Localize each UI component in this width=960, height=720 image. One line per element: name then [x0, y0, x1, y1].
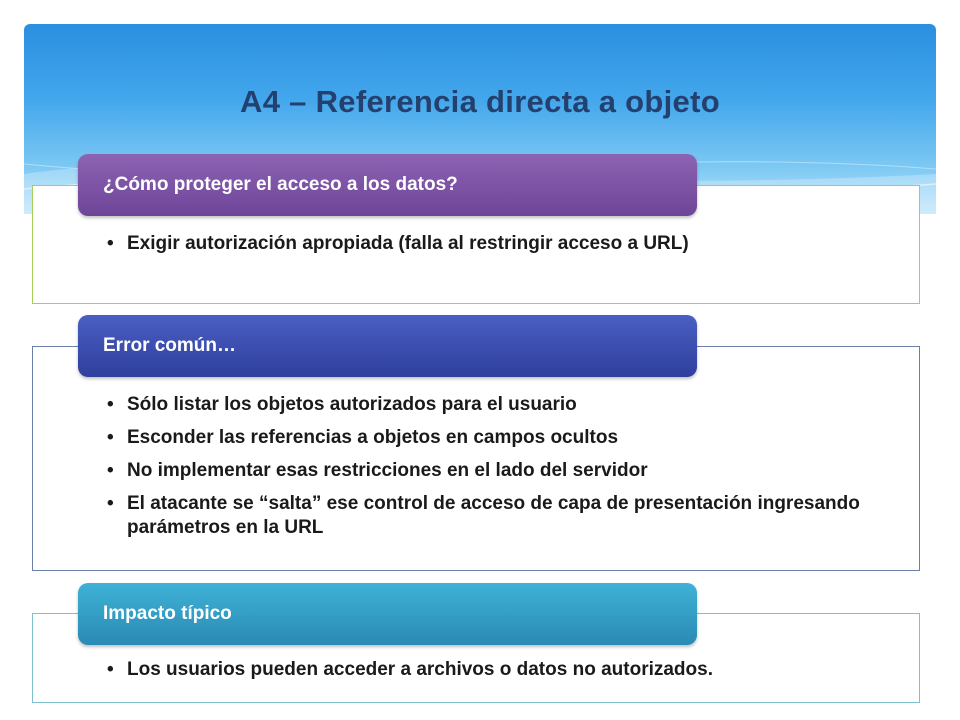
list-item: • Sólo listar los objetos autorizados para el usuario	[105, 393, 899, 417]
bullet-list	[105, 658, 899, 691]
list-item: • Exigir autorización apropiada (falla al restringir acceso a URL)	[105, 232, 899, 256]
list-item: • Esconder las referencias a objetos en campos ocultos	[105, 426, 899, 450]
section-heading-protection: ¿Cómo proteger el acceso a los datos?	[78, 154, 697, 216]
bullet-list	[105, 232, 899, 265]
section-heading-impact: Impacto típico	[78, 583, 697, 645]
list-item: • No implementar esas restricciones en el lado del servidor	[105, 459, 899, 483]
section-heading-common-error: Error común…	[78, 315, 697, 377]
bullet-list	[105, 393, 899, 549]
list-item: • Los usuarios pueden acceder a archivos o datos no autorizados.	[105, 658, 899, 682]
slide-title: A4 – Referencia directa a objeto	[240, 84, 720, 119]
list-item: • El atacante se “salta” ese control de acceso de capa de presentación ingresando parámetros en la URL	[105, 492, 899, 540]
section-panel-common-error	[32, 346, 920, 571]
